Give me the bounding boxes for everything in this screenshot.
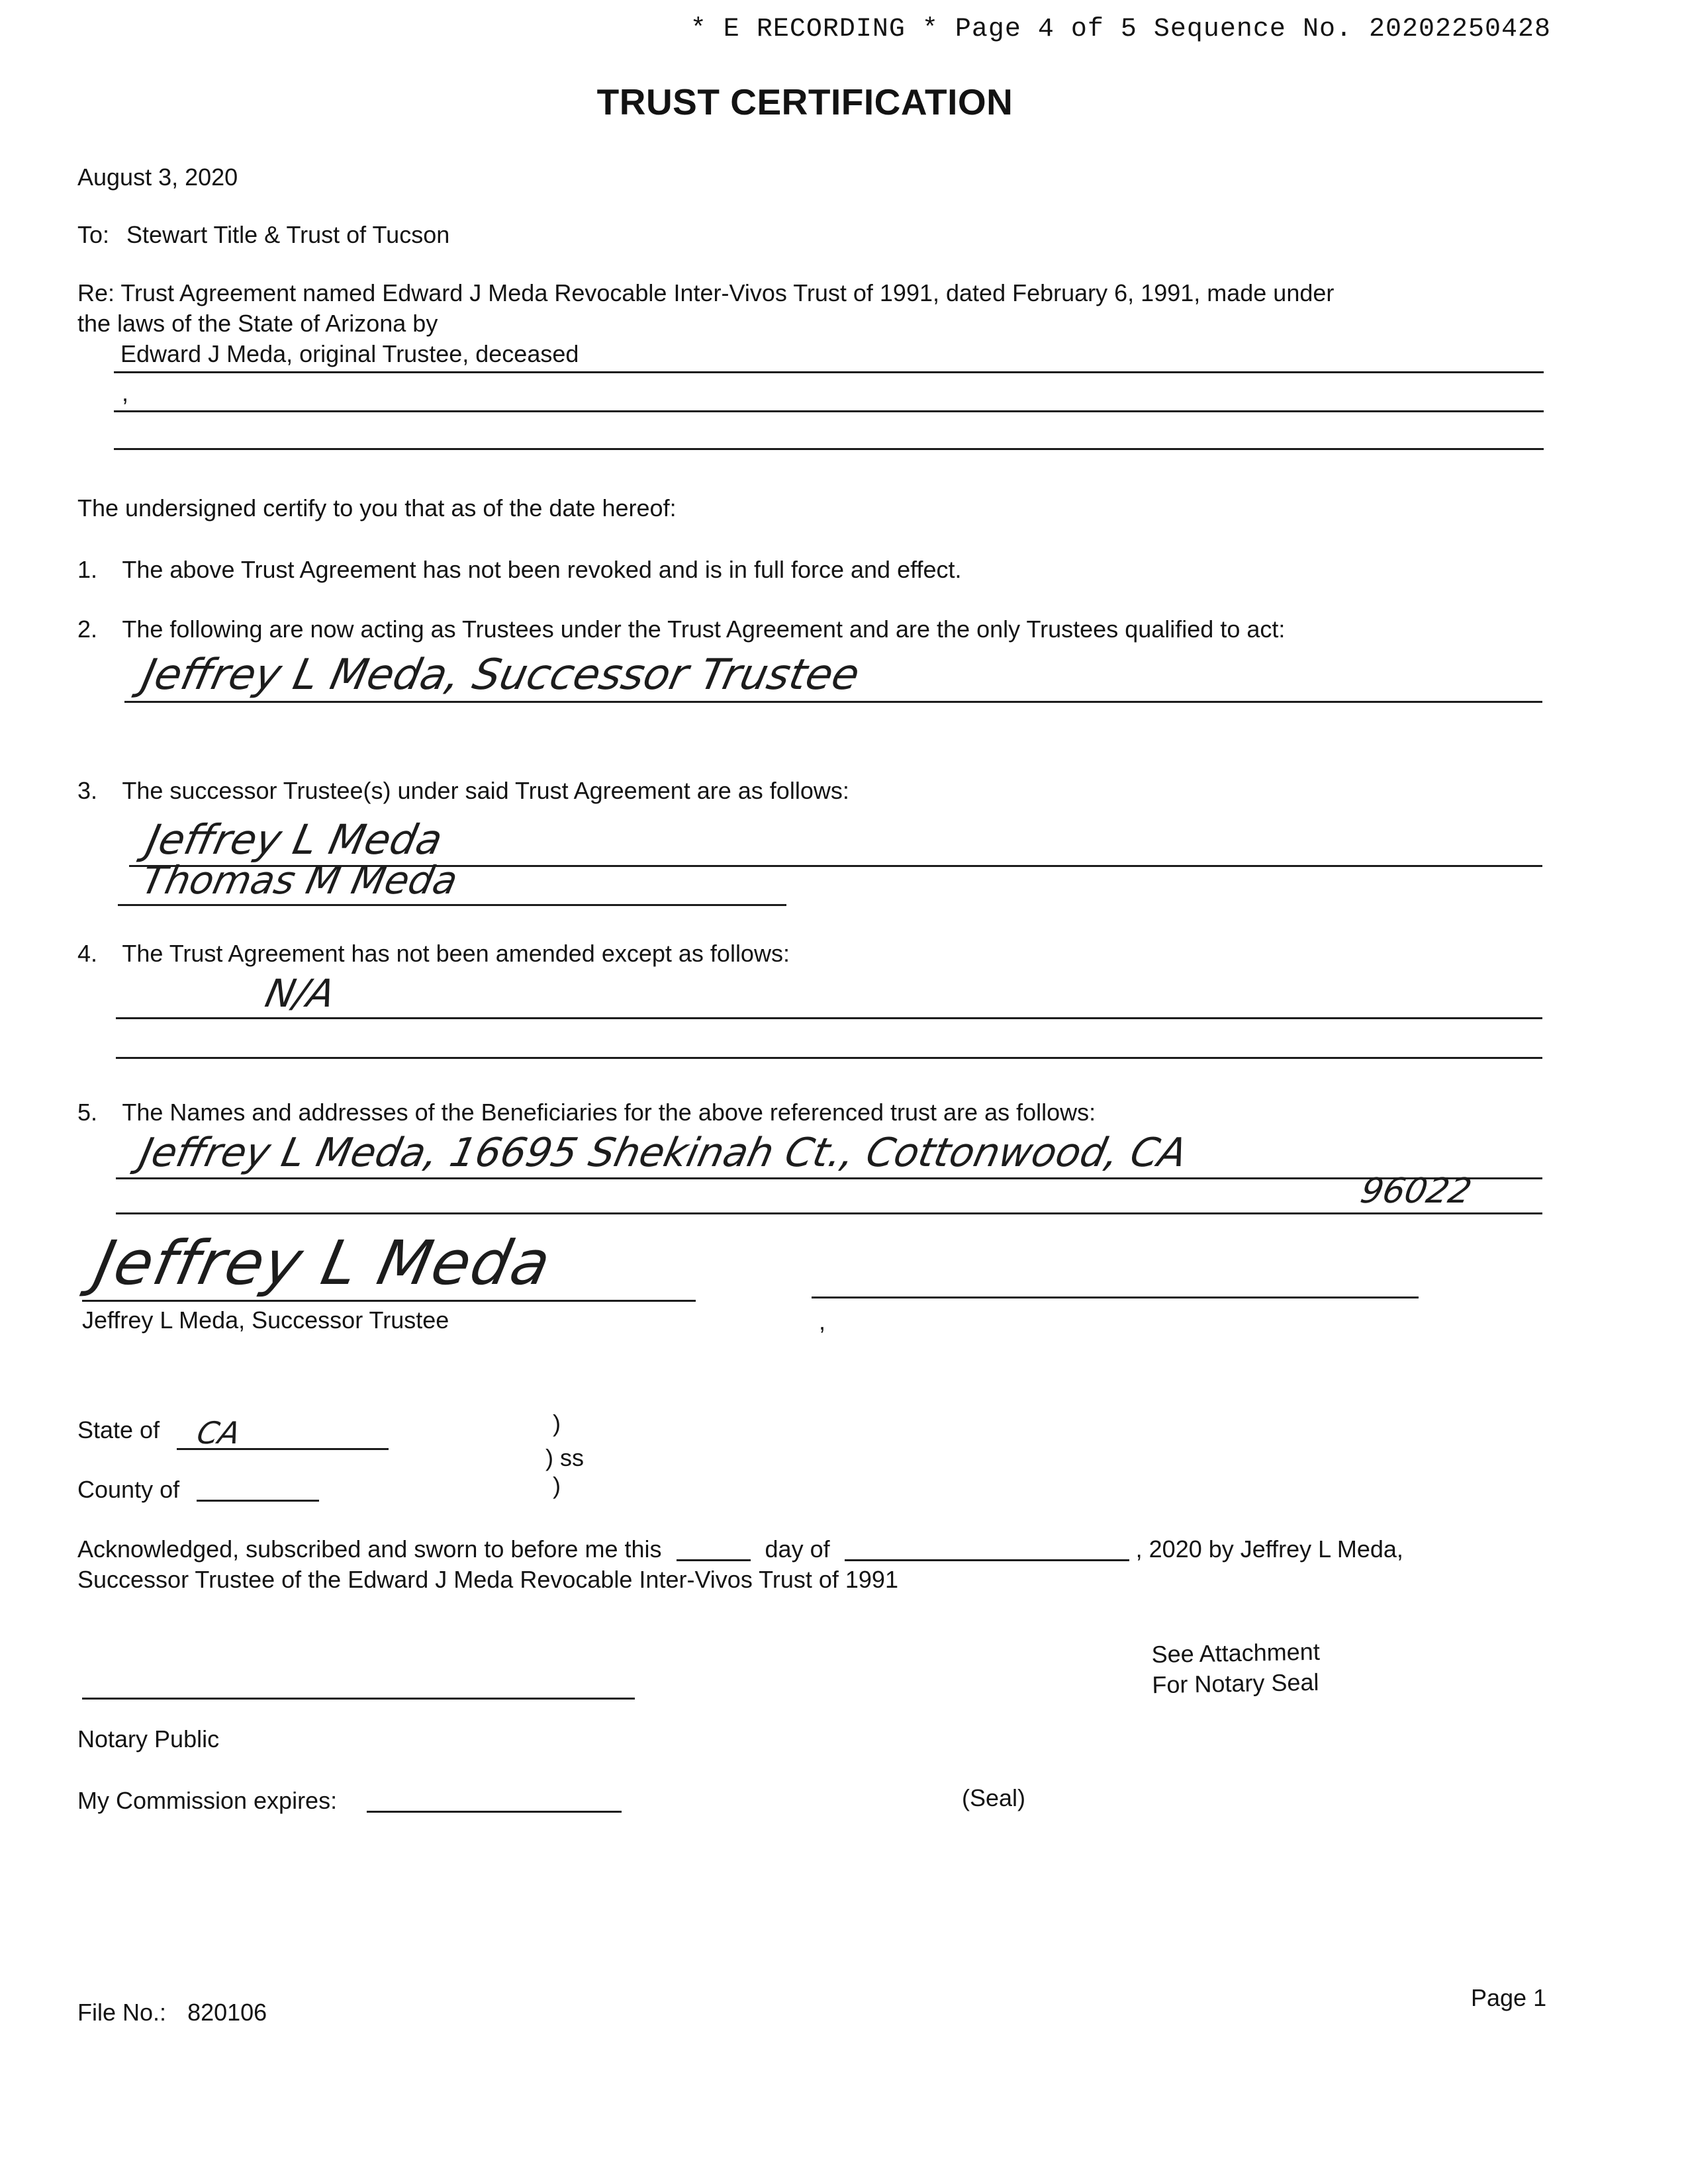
acknowledgment-line-2: Successor Trustee of the Edward J Meda Revocable Inter-Vivos Trust of 1991	[77, 1566, 898, 1593]
second-signature-comma: ,	[819, 1308, 826, 1335]
item-4-handwriting-line	[116, 964, 1542, 1019]
see-attachment-note	[1151, 1637, 1321, 1701]
paren-bottom: )	[553, 1472, 561, 1499]
item-3-text: The successor Trustee(s) under said Trust Agreement are as follows:	[122, 777, 849, 804]
state-blank	[177, 1414, 389, 1450]
date-line: August 3, 2020	[77, 163, 238, 191]
file-number-row	[77, 1997, 267, 2028]
item-1-number: 1.	[77, 556, 98, 583]
paren-top: )	[553, 1410, 561, 1437]
ack-part-1: Acknowledged, subscribed and sworn to before me this	[77, 1535, 662, 1563]
notary-public-label: Notary Public	[77, 1725, 220, 1752]
ack-part-3: , 2020 by Jeffrey L Meda,	[1135, 1535, 1403, 1563]
item-4-blank-line	[116, 1057, 1542, 1059]
see-attachment-line-2: For Notary Seal	[1152, 1668, 1319, 1699]
item-3-handwriting-1: Jeffrey L Meda	[142, 815, 447, 864]
item-5-text: The Names and addresses of the Beneficiaries for the above referenced trust are as follows:	[122, 1099, 1096, 1126]
paren-ss: ) ss	[545, 1444, 584, 1471]
item-1-text: The above Trust Agreement has not been revoked and is in full force and effect.	[122, 556, 962, 583]
item-2-handwriting-line	[124, 637, 1542, 703]
signer-name-label: Jeffrey L Meda, Successor Trustee	[82, 1306, 449, 1334]
seal-label: (Seal)	[962, 1784, 1026, 1811]
commission-row	[77, 1786, 622, 1817]
notary-signature-line	[82, 1698, 635, 1700]
item-2-handwriting: Jeffrey L Meda, Successor Trustee	[138, 651, 864, 700]
item-3-handwriting-2: Thomas M Meda	[138, 858, 462, 903]
item-4-text: The Trust Agreement has not been amended except as follows:	[122, 940, 790, 967]
page-number: Page 1	[1471, 1984, 1547, 2011]
item-3-number: 3.	[77, 777, 98, 804]
county-label: County of	[77, 1476, 180, 1503]
ack-month-blank	[845, 1539, 1129, 1561]
named-trustee-line	[114, 333, 1544, 373]
state-handwriting: CA	[193, 1415, 244, 1451]
ack-day-blank	[677, 1539, 751, 1561]
ack-part-2: day of	[765, 1535, 830, 1563]
county-blank	[197, 1480, 319, 1502]
continuation-comma: ,	[122, 379, 129, 407]
second-signature-line	[812, 1297, 1419, 1298]
to-label: To:	[77, 221, 110, 248]
to-value: Stewart Title & Trust of Tucson	[126, 221, 450, 248]
continuation-line-1	[114, 380, 1544, 412]
state-label: State of	[77, 1416, 160, 1443]
recording-header: * E RECORDING * Page 4 of 5 Sequence No. 20202250428	[690, 15, 1551, 44]
file-number-value: 820106	[187, 1999, 267, 2026]
item-5-handwriting-line-2	[116, 1171, 1542, 1214]
re-line-2: the laws of the State of Arizona by	[77, 310, 438, 337]
page-title: TRUST CERTIFICATION	[596, 81, 1013, 122]
item-4-handwriting: N/A	[261, 971, 340, 1016]
item-5-handwriting-1: Jeffrey L Meda, 16695 Shekinah Ct., Cottonwood, CA	[136, 1130, 1192, 1176]
trustee-signature-line	[82, 1226, 696, 1302]
see-attachment-line-1: See Attachment	[1151, 1637, 1321, 1668]
item-4-number: 4.	[77, 940, 98, 967]
to-line	[77, 220, 449, 251]
item-1	[77, 555, 961, 586]
continuation-line-2	[114, 448, 1544, 450]
item-3-handwriting-line-2	[118, 858, 786, 906]
commission-label: My Commission expires:	[77, 1787, 338, 1814]
item-2-number: 2.	[77, 615, 98, 643]
trustee-signature: Jeffrey L Meda	[89, 1228, 558, 1298]
named-trustee-text: Edward J Meda, original Trustee, deceased	[120, 340, 579, 368]
item-3	[77, 776, 849, 807]
commission-blank	[367, 1791, 622, 1813]
re-line-1: Re: Trust Agreement named Edward J Meda Revocable Inter-Vivos Trust of 1991, dated February 6, 1991, made under	[77, 279, 1335, 306]
item-5-number: 5.	[77, 1099, 98, 1126]
item-5-handwriting-2: 96022	[1356, 1171, 1475, 1211]
item-2-text: The following are now acting as Trustees under the Trust Agreement and are the only Trustees qualified to act:	[122, 615, 1286, 643]
county-row	[77, 1475, 319, 1506]
file-number-label: File No.:	[77, 1999, 167, 2026]
item-5-handwriting-line-1	[116, 1120, 1542, 1179]
certify-intro: The undersigned certify to you that as of the date hereof:	[77, 494, 677, 522]
acknowledgment-line-1	[77, 1534, 1403, 1565]
state-row	[77, 1414, 389, 1450]
